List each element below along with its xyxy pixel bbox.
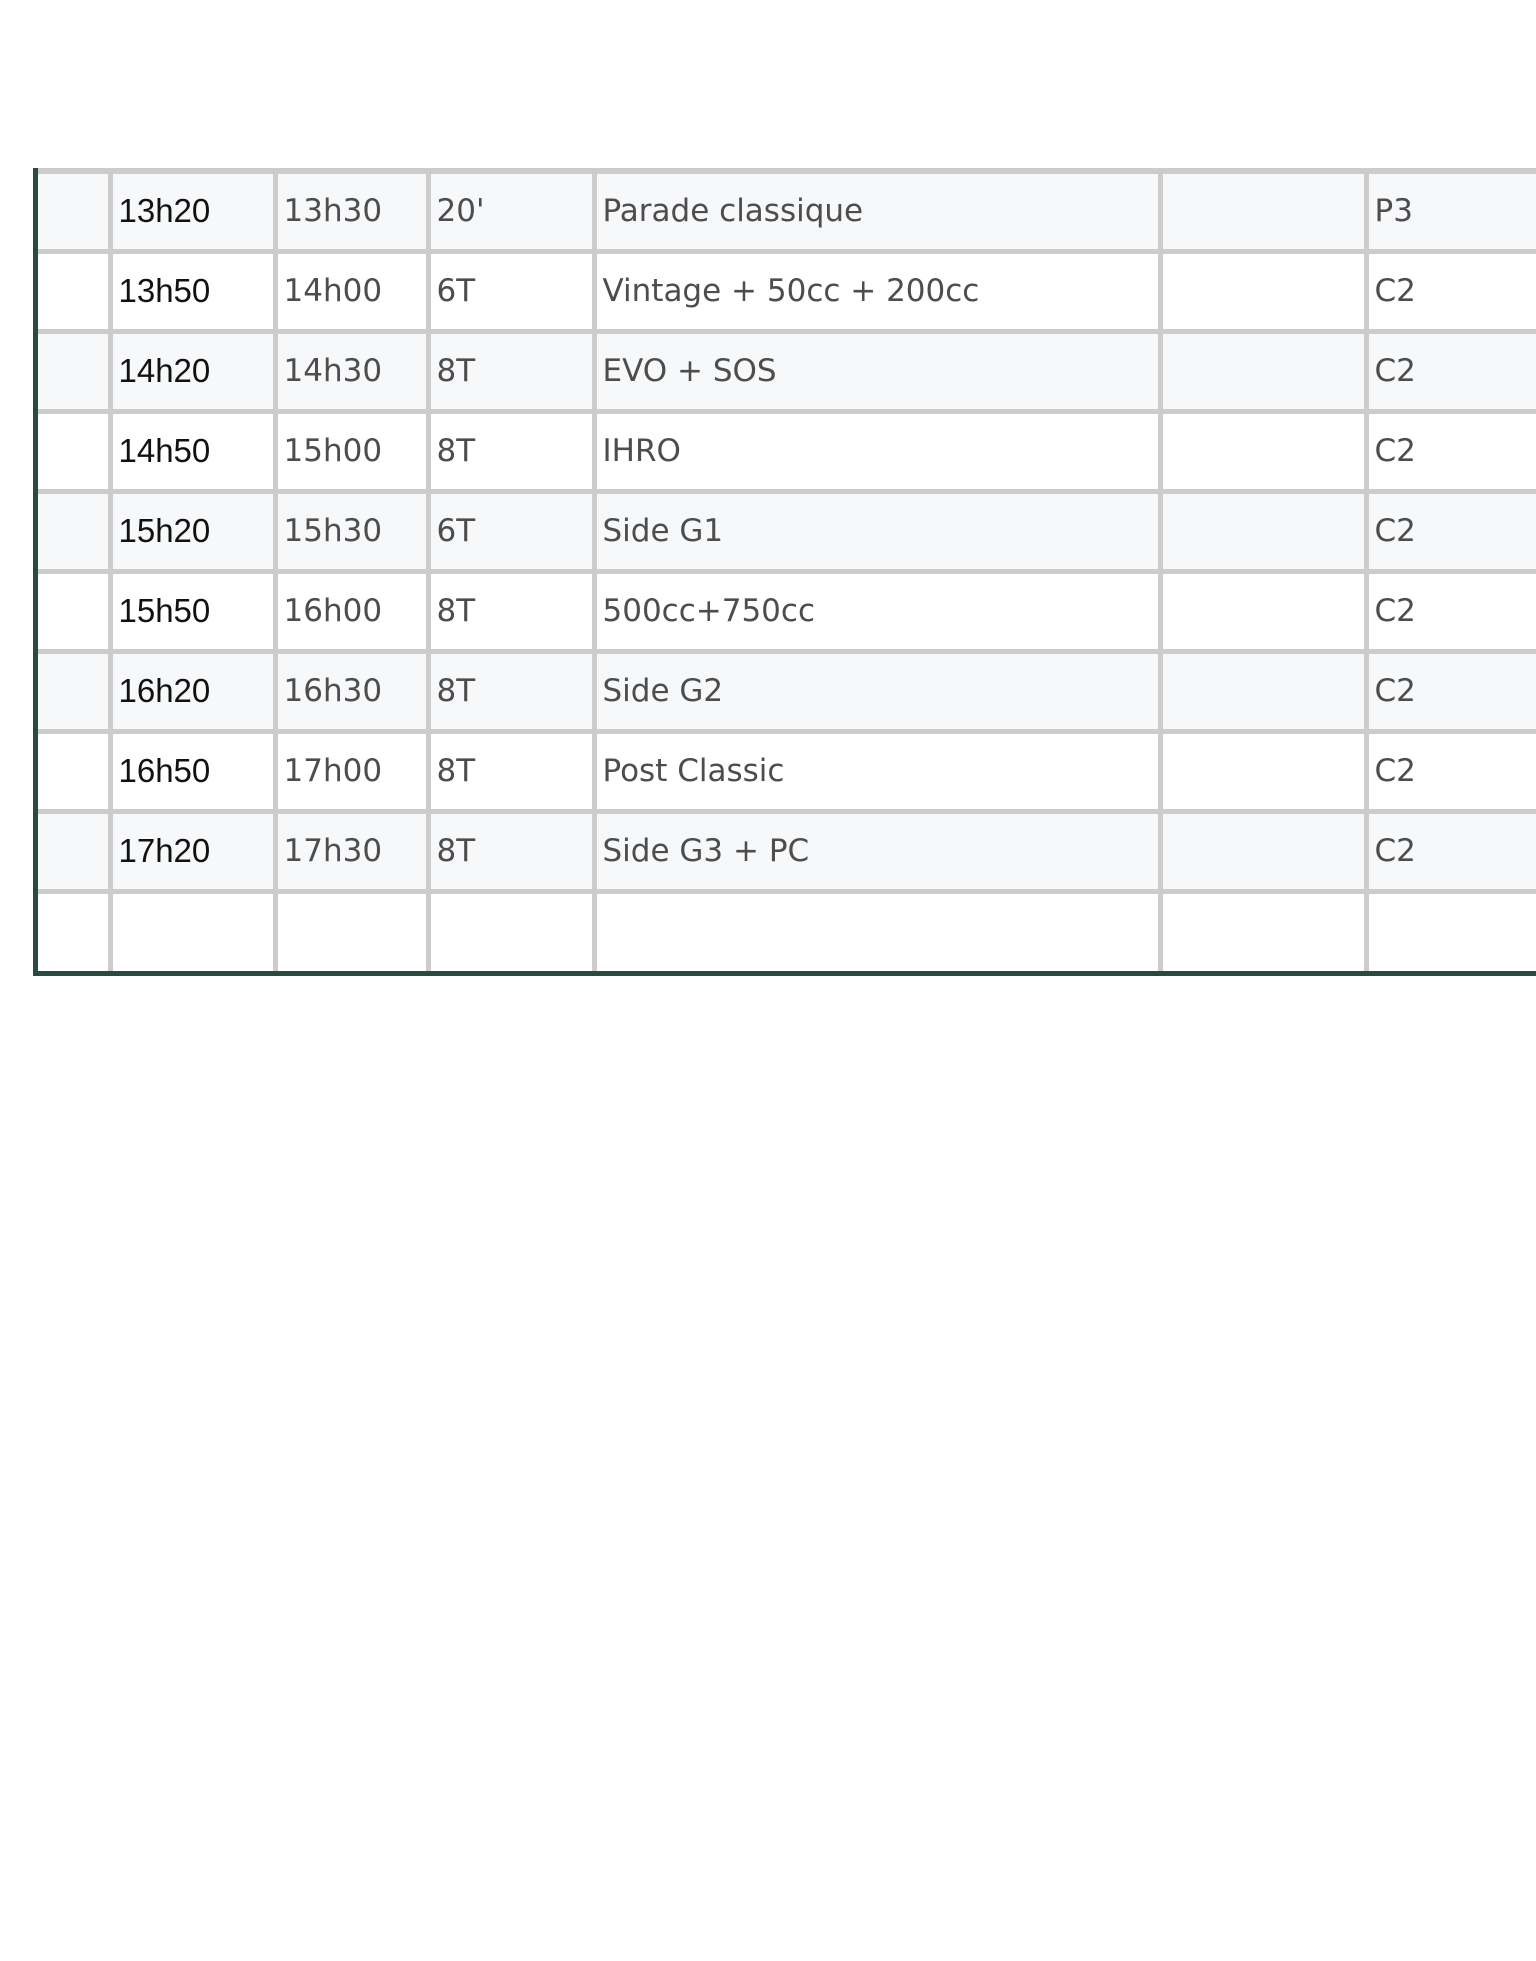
schedule-table bbox=[38, 168, 1536, 971]
class-name-cell: IHRO bbox=[594, 411, 1160, 491]
table-row bbox=[38, 411, 1536, 491]
row-index-cell bbox=[38, 411, 110, 491]
note-cell bbox=[1160, 891, 1366, 971]
end-time-cell: 16h00 bbox=[275, 571, 428, 651]
row-index-cell bbox=[38, 571, 110, 651]
circuit-cell: P3 bbox=[1366, 171, 1536, 251]
start-time-cell: 16h50 bbox=[110, 731, 275, 811]
class-name-cell bbox=[594, 891, 1160, 971]
note-cell bbox=[1160, 731, 1366, 811]
start-time-cell: 14h20 bbox=[110, 331, 275, 411]
circuit-cell: C2 bbox=[1366, 331, 1536, 411]
duration-cell: 6T bbox=[428, 491, 594, 571]
table-row bbox=[38, 251, 1536, 331]
row-index-cell bbox=[38, 891, 110, 971]
table-row bbox=[38, 731, 1536, 811]
class-name-cell: Side G1 bbox=[594, 491, 1160, 571]
start-time-cell: 17h20 bbox=[110, 811, 275, 891]
table-row bbox=[38, 331, 1536, 411]
circuit-cell: C2 bbox=[1366, 811, 1536, 891]
note-cell bbox=[1160, 411, 1366, 491]
row-index-cell bbox=[38, 171, 110, 251]
note-cell bbox=[1160, 331, 1366, 411]
row-index-cell bbox=[38, 331, 110, 411]
table-row bbox=[38, 651, 1536, 731]
note-cell bbox=[1160, 491, 1366, 571]
duration-cell bbox=[428, 891, 594, 971]
end-time-cell: 14h30 bbox=[275, 331, 428, 411]
class-name-cell: Side G3 + PC bbox=[594, 811, 1160, 891]
note-cell bbox=[1160, 171, 1366, 251]
note-cell bbox=[1160, 651, 1366, 731]
row-index-cell bbox=[38, 651, 110, 731]
row-index-cell bbox=[38, 731, 110, 811]
class-name-cell: Side G2 bbox=[594, 651, 1160, 731]
table-row bbox=[38, 811, 1536, 891]
end-time-cell: 13h30 bbox=[275, 171, 428, 251]
note-cell bbox=[1160, 571, 1366, 651]
class-name-cell: EVO + SOS bbox=[594, 331, 1160, 411]
end-time-cell bbox=[275, 891, 428, 971]
end-time-cell: 14h00 bbox=[275, 251, 428, 331]
note-cell bbox=[1160, 811, 1366, 891]
start-time-cell: 14h50 bbox=[110, 411, 275, 491]
duration-cell: 8T bbox=[428, 811, 594, 891]
row-index-cell bbox=[38, 251, 110, 331]
class-name-cell: Parade classique bbox=[594, 171, 1160, 251]
row-index-cell bbox=[38, 491, 110, 571]
circuit-cell: C2 bbox=[1366, 651, 1536, 731]
start-time-cell: 16h20 bbox=[110, 651, 275, 731]
duration-cell: 6T bbox=[428, 251, 594, 331]
table-row bbox=[38, 491, 1536, 571]
row-index-cell bbox=[38, 811, 110, 891]
duration-cell: 20' bbox=[428, 171, 594, 251]
duration-cell: 8T bbox=[428, 331, 594, 411]
note-cell bbox=[1160, 251, 1366, 331]
end-time-cell: 16h30 bbox=[275, 651, 428, 731]
schedule-table-frame bbox=[33, 168, 1536, 976]
end-time-cell: 15h30 bbox=[275, 491, 428, 571]
duration-cell: 8T bbox=[428, 411, 594, 491]
start-time-cell: 15h20 bbox=[110, 491, 275, 571]
circuit-cell: C2 bbox=[1366, 411, 1536, 491]
table-row bbox=[38, 171, 1536, 251]
start-time-cell: 13h50 bbox=[110, 251, 275, 331]
start-time-cell: 13h20 bbox=[110, 171, 275, 251]
circuit-cell: C2 bbox=[1366, 251, 1536, 331]
schedule-body bbox=[38, 171, 1536, 971]
end-time-cell: 17h30 bbox=[275, 811, 428, 891]
start-time-cell bbox=[110, 891, 275, 971]
circuit-cell: C2 bbox=[1366, 491, 1536, 571]
start-time-cell: 15h50 bbox=[110, 571, 275, 651]
circuit-cell bbox=[1366, 891, 1536, 971]
circuit-cell: C2 bbox=[1366, 731, 1536, 811]
class-name-cell: 500cc+750cc bbox=[594, 571, 1160, 651]
duration-cell: 8T bbox=[428, 731, 594, 811]
table-row bbox=[38, 571, 1536, 651]
circuit-cell: C2 bbox=[1366, 571, 1536, 651]
end-time-cell: 17h00 bbox=[275, 731, 428, 811]
table-row bbox=[38, 891, 1536, 971]
duration-cell: 8T bbox=[428, 571, 594, 651]
class-name-cell: Vintage + 50cc + 200cc bbox=[594, 251, 1160, 331]
class-name-cell: Post Classic bbox=[594, 731, 1160, 811]
duration-cell: 8T bbox=[428, 651, 594, 731]
end-time-cell: 15h00 bbox=[275, 411, 428, 491]
